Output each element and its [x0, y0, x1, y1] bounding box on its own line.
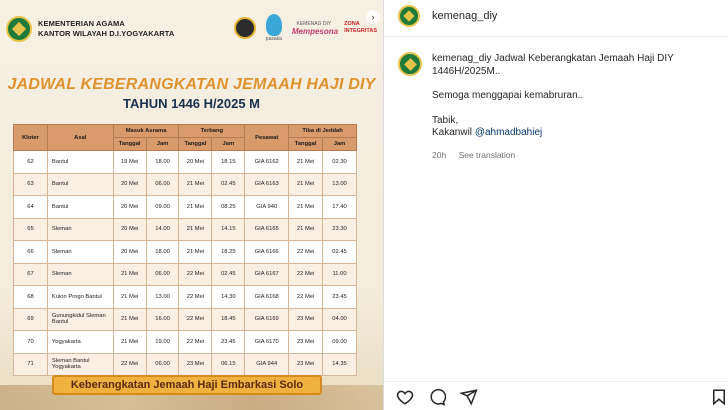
header-terbang: Terbang	[179, 125, 245, 138]
table-cell-pesawat: GIA 6162	[245, 151, 289, 174]
table-cell-ma-tgl: 21 Mei	[113, 286, 146, 309]
bookmark-icon[interactable]	[710, 388, 728, 406]
table-cell-asal: Sleman	[47, 241, 113, 264]
table-cell-tb-tgl: 21 Mei	[179, 241, 212, 264]
poster-header	[0, 0, 383, 58]
header-tiba: Tiba di Jeddah	[289, 125, 357, 138]
table-cell-pesawat: GIA 6165	[245, 218, 289, 241]
table-cell-tj-jam: 04.00	[323, 308, 357, 331]
table-cell-asal: Bantul	[47, 173, 113, 196]
share-icon[interactable]	[460, 388, 478, 406]
poster-subtitle: TAHUN 1446 H/2025 M	[122, 96, 261, 111]
table-cell-asal: Bantul	[47, 151, 113, 174]
table-cell-pesawat: GIA 6169	[245, 308, 289, 331]
table-cell-ma-jam: 18.00	[146, 241, 179, 264]
header-pesawat: Pesawat	[245, 125, 289, 151]
caption-username-link[interactable]: kemenag_diy	[432, 53, 492, 64]
table-cell-ma-jam: 06.00	[146, 173, 179, 196]
table-cell-tj-tgl: 22 Mei	[289, 241, 323, 264]
zona-label: ZONA	[344, 21, 360, 27]
table-cell-tj-tgl: 21 Mei	[289, 218, 323, 241]
table-cell-tj-tgl: 21 Mei	[289, 196, 323, 219]
caption-text-line4: Kakanwil	[432, 127, 473, 138]
table-cell-pesawat: GIA 6166	[245, 241, 289, 264]
table-cell-ma-tgl: 22 Mei	[113, 353, 146, 376]
table-cell-pesawat: GIA 944	[245, 353, 289, 376]
table-cell-ma-jam: 06.00	[146, 353, 179, 376]
action-bar	[396, 388, 478, 406]
table-cell-tb-jam: 23.45	[212, 331, 245, 354]
caption-text-line2: Semoga menggapai kemabruran..	[432, 90, 584, 101]
caption-meta	[432, 150, 525, 160]
table-cell-kloter: 69	[14, 308, 48, 331]
table-cell-ma-jam: 19.00	[146, 331, 179, 354]
table-row	[14, 353, 357, 376]
table-row	[14, 151, 357, 174]
table-cell-tb-jam: 02.45	[212, 173, 245, 196]
avatar[interactable]	[398, 5, 420, 27]
table-cell-tj-tgl: 22 Mei	[289, 286, 323, 309]
caption-avatar[interactable]	[398, 52, 422, 76]
table-cell-ma-jam: 14.00	[146, 218, 179, 241]
table-cell-ma-tgl: 21 Mei	[113, 331, 146, 354]
table-cell-tb-jam: 08.25	[212, 196, 245, 219]
table-cell-tb-jam: 06.15	[212, 353, 245, 376]
table-cell-asal: Sleman Bantul Yogyakarta	[47, 353, 113, 376]
table-cell-pesawat: GIA 940	[245, 196, 289, 219]
partner-logos	[234, 14, 377, 42]
table-cell-tb-jam: 18.25	[212, 241, 245, 264]
table-cell-ma-jam: 16.00	[146, 308, 179, 331]
table-cell-ma-jam: 09.00	[146, 196, 179, 219]
table-cell-ma-jam: 13.00	[146, 286, 179, 309]
header-asal: Asal	[47, 125, 113, 151]
kemenag-logo-icon	[6, 16, 32, 42]
table-cell-tb-jam: 18.45	[212, 308, 245, 331]
mempesona-top: KEMENAG DIY	[296, 20, 332, 27]
table-row	[14, 331, 357, 354]
table-cell-pesawat: GIA 6167	[245, 263, 289, 286]
header-masuk-asrama: Masuk Asrama	[113, 125, 179, 138]
table-cell-tj-jam: 02.45	[323, 241, 357, 264]
mempesona-logo: Mempesona	[291, 26, 339, 36]
heart-icon[interactable]	[396, 388, 414, 406]
table-cell-tb-jam: 14.15	[212, 218, 245, 241]
table-cell-tj-tgl: 23 Mei	[289, 353, 323, 376]
table-cell-tj-tgl: 23 Mei	[289, 331, 323, 354]
table-cell-kloter: 67	[14, 263, 48, 286]
table-cell-asal: Sleman	[47, 263, 113, 286]
divider	[384, 381, 728, 382]
integritas-label: INTEGRITAS	[344, 28, 377, 34]
org-line2: KANTOR WILAYAH D.I.YOGYAKARTA	[38, 29, 175, 38]
table-row	[14, 286, 357, 309]
header-jam: Jam	[323, 138, 357, 151]
table-cell-tb-tgl: 20 Mei	[179, 151, 212, 174]
header-jam: Jam	[146, 138, 179, 151]
table-cell-tb-tgl: 21 Mei	[179, 173, 212, 196]
header-kloter: Kloter	[14, 125, 48, 151]
table-cell-tb-jam: 18.15	[212, 151, 245, 174]
table-cell-kloter: 70	[14, 331, 48, 354]
table-cell-tj-jam: 17.40	[323, 196, 357, 219]
table-cell-kloter: 64	[14, 196, 48, 219]
header-tanggal: Tanggal	[179, 138, 212, 151]
header-tanggal: Tanggal	[289, 138, 323, 151]
table-cell-kloter: 66	[14, 241, 48, 264]
table-cell-tb-tgl: 22 Mei	[179, 308, 212, 331]
table-cell-tb-jam: 14.30	[212, 286, 245, 309]
poster-title: JADWAL KEBERANGKATAN JEMAAH HAJI DIY	[7, 76, 376, 93]
table-cell-tj-tgl: 22 Mei	[289, 263, 323, 286]
table-cell-ma-tgl: 20 Mei	[113, 173, 146, 196]
table-row	[14, 263, 357, 286]
table-cell-tb-tgl: 23 Mei	[179, 353, 212, 376]
table-cell-tj-jam: 02.30	[323, 151, 357, 174]
table-cell-tb-tgl: 21 Mei	[179, 196, 212, 219]
table-cell-asal: Sleman	[47, 218, 113, 241]
table-row	[14, 308, 357, 331]
table-cell-tj-jam: 23.45	[323, 286, 357, 309]
table-cell-kloter: 63	[14, 173, 48, 196]
table-cell-kloter: 71	[14, 353, 48, 376]
table-cell-ma-tgl: 20 Mei	[113, 196, 146, 219]
table-cell-kloter: 65	[14, 218, 48, 241]
table-cell-tb-tgl: 22 Mei	[179, 263, 212, 286]
table-cell-kloter: 68	[14, 286, 48, 309]
table-cell-pesawat: GIA 6168	[245, 286, 289, 309]
table-cell-ma-tgl: 19 Mei	[113, 151, 146, 174]
post-sidebar	[383, 0, 728, 410]
table-cell-tb-tgl: 22 Mei	[179, 331, 212, 354]
chevron-right-icon: ›	[371, 12, 375, 22]
caption-text-line1: Jadwal Keberangkatan Jemaah Haji DIY 1446H/2025M..	[432, 53, 674, 77]
next-image-button[interactable]	[366, 10, 380, 24]
table-cell-ma-jam: 06.00	[146, 263, 179, 286]
divider	[384, 36, 728, 37]
table-row	[14, 241, 357, 264]
caption	[432, 53, 717, 140]
comment-icon[interactable]	[428, 388, 446, 406]
mention-link[interactable]: @ahmadbahiej	[474, 127, 543, 138]
see-translation-button[interactable]: See translation	[458, 150, 516, 160]
table-cell-tj-jam: 09.00	[323, 331, 357, 354]
schedule-table	[13, 124, 357, 376]
table-cell-ma-jam: 18.00	[146, 151, 179, 174]
partner-logo-icon	[234, 17, 256, 39]
table-cell-tj-jam: 14.35	[323, 353, 357, 376]
table-cell-ma-tgl: 21 Mei	[113, 263, 146, 286]
table-cell-asal: Kulon Progo Bantul	[47, 286, 113, 309]
table-cell-tb-tgl: 22 Mei	[179, 286, 212, 309]
table-row	[14, 218, 357, 241]
org-line1: KEMENTERIAN AGAMA	[38, 19, 125, 28]
pasaka-logo-icon	[266, 14, 282, 36]
post-time: 20h	[432, 150, 447, 160]
post-header	[398, 5, 497, 27]
table-cell-ma-tgl: 21 Mei	[113, 308, 146, 331]
header-jam: Jam	[212, 138, 245, 151]
table-cell-kloter: 62	[14, 151, 48, 174]
table-cell-ma-tgl: 20 Mei	[113, 218, 146, 241]
org-name	[38, 19, 174, 39]
table-cell-tj-jam: 13.00	[323, 173, 357, 196]
table-cell-asal: Yogyakarta	[47, 331, 113, 354]
table-cell-asal: Bantul	[47, 196, 113, 219]
table-cell-tj-tgl: 21 Mei	[289, 173, 323, 196]
table-cell-ma-tgl: 20 Mei	[113, 241, 146, 264]
table-cell-pesawat: GIA 6163	[245, 173, 289, 196]
poster-banner: Keberangkatan Jemaah Haji Embarkasi Solo	[52, 375, 322, 395]
table-cell-tj-jam: 11.00	[323, 263, 357, 286]
pasaka-label: pasaka	[265, 36, 282, 42]
table-cell-tb-jam: 02.45	[212, 263, 245, 286]
caption-text-line3: Tabik,	[432, 114, 459, 126]
table-cell-tj-jam: 23.30	[323, 218, 357, 241]
username-link[interactable]: kemenag_diy	[432, 10, 498, 22]
table-cell-asal: Gunungkidul Sleman Bantul	[47, 308, 113, 331]
header-tanggal: Tanggal	[113, 138, 146, 151]
table-row	[14, 196, 357, 219]
table-cell-pesawat: GIA 6170	[245, 331, 289, 354]
table-cell-tb-tgl: 21 Mei	[179, 218, 212, 241]
table-cell-tj-tgl: 21 Mei	[289, 151, 323, 174]
table-cell-tj-tgl: 23 Mei	[289, 308, 323, 331]
table-row	[14, 173, 357, 196]
